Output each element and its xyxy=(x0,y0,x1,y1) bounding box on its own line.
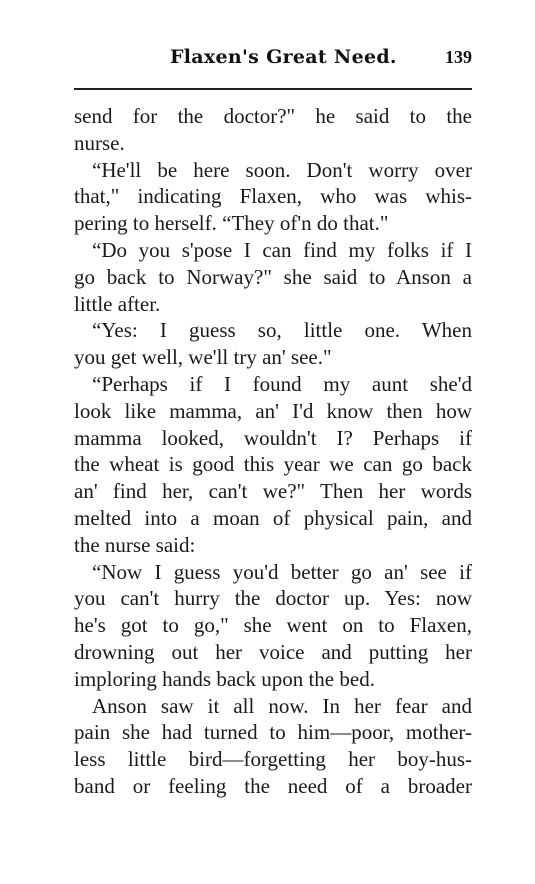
text-line: band or feeling the need of a broader xyxy=(74,773,472,798)
page-number: 139 xyxy=(445,47,472,67)
text-line: he's got to go," she went on to Flaxen, xyxy=(74,613,472,638)
text-line: an' find her, can't we?" Then her words xyxy=(74,479,472,504)
body-text xyxy=(74,103,472,800)
running-title: Flaxen's Great Need. xyxy=(170,46,397,68)
text-line: Anson saw it all now. In her fear and xyxy=(92,693,472,718)
running-head xyxy=(74,46,472,76)
text-line: “Now I guess you'd better go an' see if xyxy=(92,559,472,584)
text-line: melted into a moan of physical pain, and xyxy=(74,505,472,530)
text-line: pering to herself. “They of'n do that." xyxy=(74,211,389,236)
text-line: imploring hands back upon the bed. xyxy=(74,666,375,691)
text-line: the wheat is good this year we can go back xyxy=(74,452,472,477)
text-line: “Perhaps if I found my aunt she'd xyxy=(92,371,472,396)
text-line: send for the doctor?" he said to the xyxy=(74,104,472,128)
header-rule xyxy=(74,88,472,90)
text-line: little after. xyxy=(74,291,161,316)
text-line: less little bird—forgetting her boy-hus- xyxy=(74,747,472,772)
text-line: that," indicating Flaxen, who was whis- xyxy=(74,184,472,209)
text-line: look like mamma, an' I'd know then how xyxy=(74,398,472,423)
text-line: drowning out her voice and putting her xyxy=(74,639,472,664)
text-line: you can't hurry the doctor up. Yes: now xyxy=(74,586,472,611)
text-line: mamma looked, wouldn't I? Perhaps if xyxy=(74,425,472,450)
text-line: “He'll be here soon. Don't worry over xyxy=(92,157,472,182)
text-line: pain she had turned to him—poor, mother- xyxy=(74,720,472,745)
text-line: you get well, we'll try an' see." xyxy=(74,345,332,370)
text-line: nurse. xyxy=(74,130,125,155)
text-line: “Do you s'pose I can find my folks if I xyxy=(92,237,472,262)
text-line: go back to Norway?" she said to Anson a xyxy=(74,264,472,289)
text-line: “Yes: I guess so, little one. When xyxy=(92,318,472,343)
text-line: the nurse said: xyxy=(74,532,196,557)
